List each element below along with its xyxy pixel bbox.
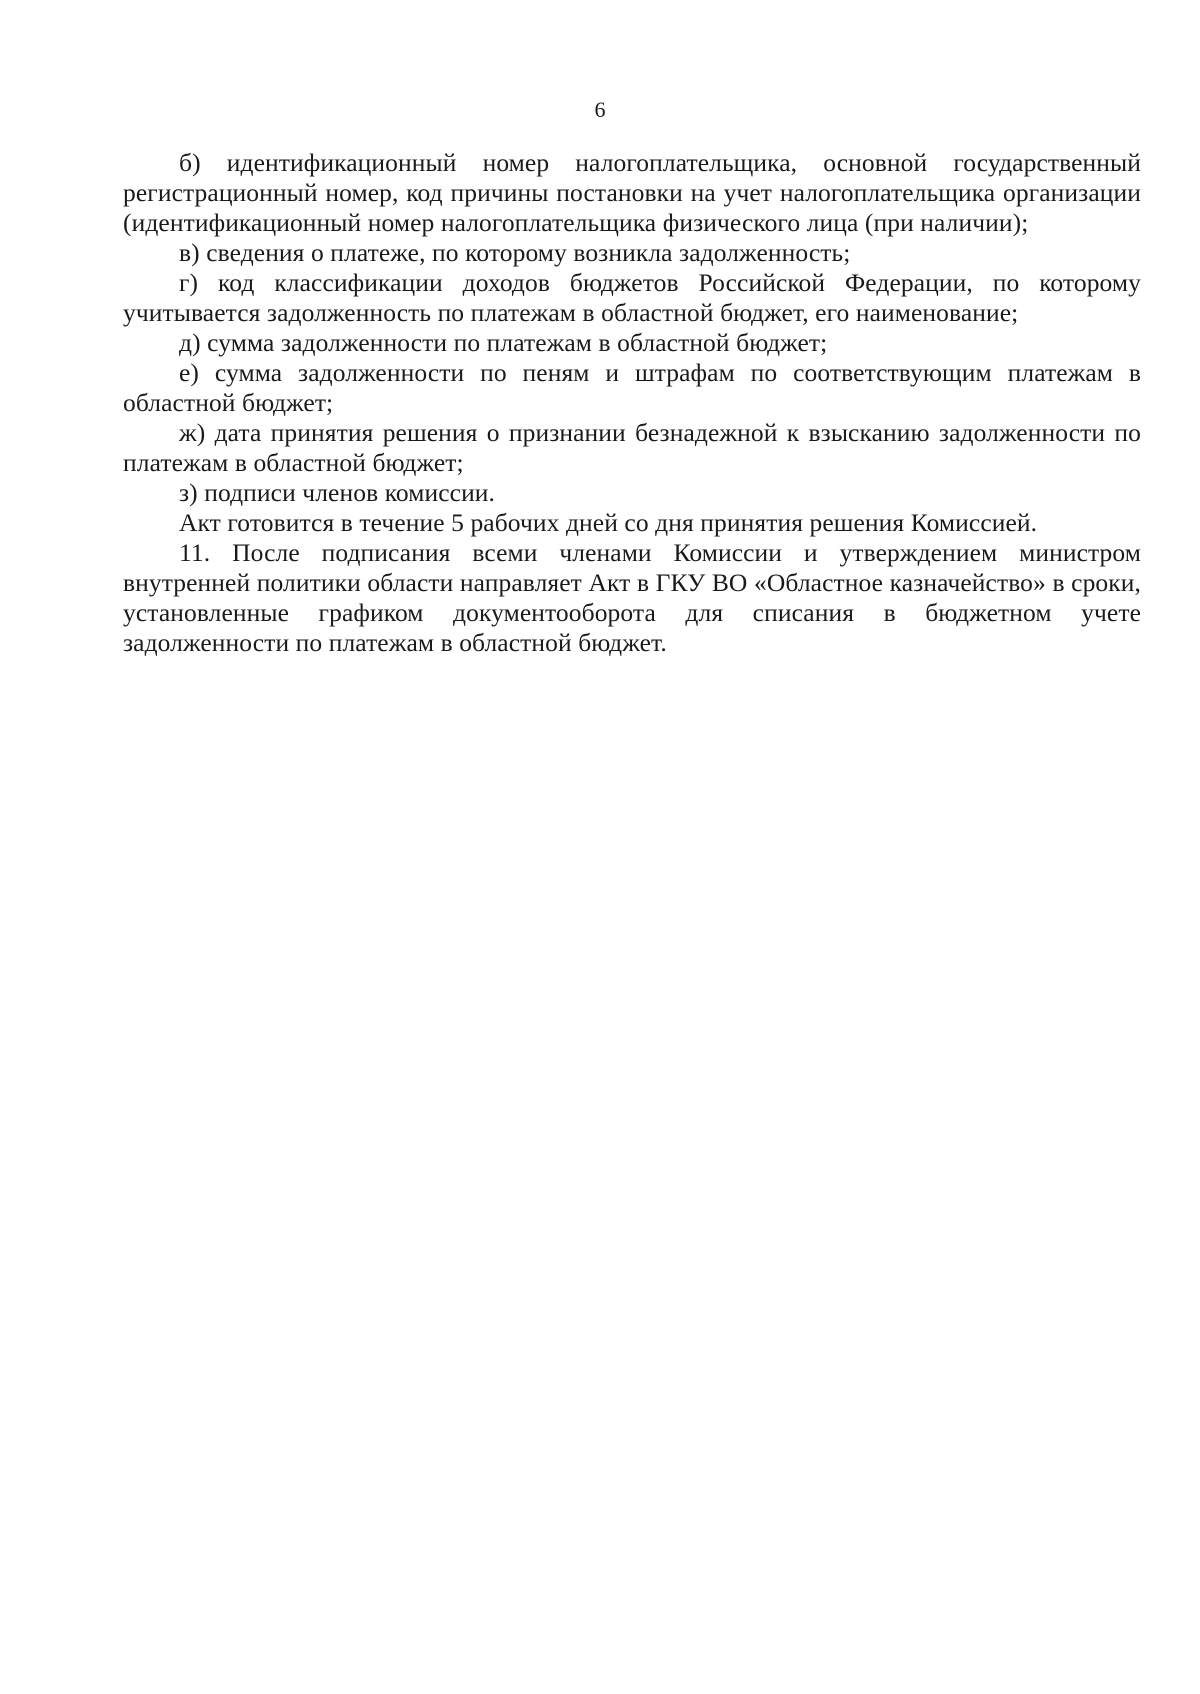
item-z-paragraph: з) подписи членов комиссии.: [179, 478, 496, 507]
item-b-paragraph: б) идентификационный номер налогоплательщика, основной государственный регистрационный номер, код причины постановки на учет налогоплательщика организации (идентификационный номер налогоплательщика физического лица (при наличии);: [123, 148, 1141, 237]
item-d-paragraph: д) сумма задолженности по платежам в областной бюджет;: [179, 328, 828, 357]
document-body: [123, 148, 1141, 658]
item-zh-paragraph: ж) дата принятия решения о признании безнадежной к взысканию задолженности по платежам в областной бюджет;: [123, 418, 1141, 477]
item-e-paragraph: е) сумма задолженности по пеням и штрафам по соответствующим платежам в областной бюджет;: [123, 358, 1141, 417]
item-v-paragraph: в) сведения о платеже, по которому возникла задолженность;: [179, 238, 851, 267]
act-deadline-paragraph: Акт готовится в течение 5 рабочих дней со дня принятия решения Комиссией.: [179, 508, 1038, 537]
clause-11-paragraph: 11. После подписания всеми членами Комиссии и утверждением министром внутренней политики области направляет Акт в ГКУ ВО «Областное казначейство» в сроки, установленные графиком документооборота для списания в бюджетном учете задолженности по платежам в областной бюджет.: [123, 538, 1141, 657]
item-g-paragraph: г) код классификации доходов бюджетов Российской Федерации, по которому учитывается задолженность по платежам в областной бюджет, его наименование;: [123, 268, 1141, 327]
page-number: 6: [594, 97, 606, 122]
